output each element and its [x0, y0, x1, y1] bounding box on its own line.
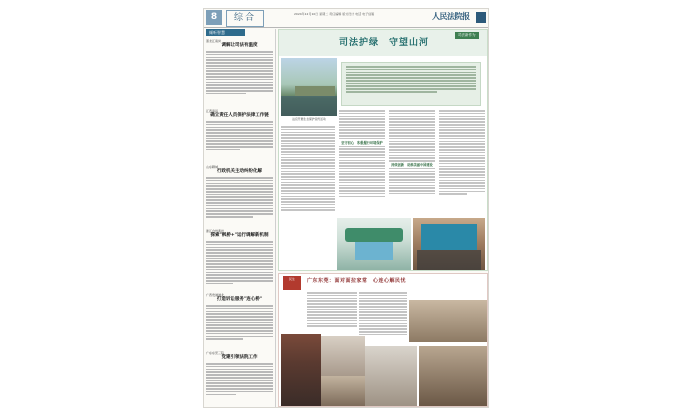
logo-badge [476, 12, 486, 23]
article[interactable] [206, 293, 273, 341]
second-story[interactable] [278, 273, 488, 407]
feature-column-1 [281, 126, 335, 212]
article[interactable] [206, 351, 273, 396]
feature-label: 司法新作为 [455, 32, 479, 39]
article[interactable] [206, 165, 273, 219]
river-photo[interactable] [281, 58, 337, 116]
article-body [206, 121, 273, 150]
article-kicker: 山东聊城 [206, 165, 219, 169]
meeting-photo[interactable] [409, 300, 487, 342]
article-headline: 党建引领法院工作 [221, 355, 258, 360]
visit-photo[interactable] [281, 334, 321, 406]
column-divider [275, 29, 276, 407]
article-body [206, 305, 273, 340]
feature-intro [341, 62, 481, 106]
section-title: 综合 [226, 10, 264, 27]
left-column [206, 29, 273, 407]
story-column-2 [359, 292, 407, 337]
column-header: 倾听智慧 [206, 29, 245, 36]
article-kicker: 广西贵港港北 [206, 293, 225, 297]
group-photo[interactable] [321, 376, 365, 406]
article-headline: 行政机关主动纠纷化解 [217, 169, 262, 174]
feature-subhead: 持续创新 助推美丽中国建设 [391, 162, 433, 167]
article-body [206, 241, 273, 284]
article[interactable] [206, 229, 273, 286]
article[interactable] [206, 39, 273, 96]
community-photo[interactable] [419, 346, 487, 406]
newspaper-logo: 人民法院报 [432, 11, 470, 21]
feature-column-4 [439, 110, 485, 196]
photo-caption: 法官开展生态保护宣传活动 [292, 117, 326, 121]
mediation-photo[interactable] [365, 346, 417, 406]
article-kicker: 广东东莞三院 [206, 351, 225, 355]
dateline: 2024年12月10日 星期二 责任编辑 版式设计 电话 电子信箱 [294, 12, 375, 16]
story-seal: 民生 [283, 276, 301, 290]
article[interactable] [206, 109, 273, 152]
article-body [206, 51, 273, 94]
article-headline: 打造诉讼服务"连心桥" [216, 297, 263, 302]
masthead [204, 9, 488, 28]
feature-column-3 [389, 110, 435, 196]
story-column-1 [307, 292, 357, 328]
newspaper-page [203, 8, 489, 408]
exhibit-photo[interactable] [337, 218, 411, 270]
article-headline: 调解让司法有温度 [221, 43, 258, 48]
interview-photo[interactable] [321, 336, 365, 376]
article-body [206, 177, 273, 218]
feature-headline: 司法护绿 守望山河 [339, 38, 430, 48]
story-headline: 广东东莞：面对面拉家常 心连心解民忧 [307, 278, 407, 284]
courtroom-photo[interactable] [413, 218, 485, 270]
feature-column-2 [339, 110, 385, 198]
page-number: 8 [206, 10, 222, 25]
article-headline: 探索"枫桥+"运行调解新机制 [210, 233, 269, 238]
article-kicker: 黑龙江南岗 [206, 39, 222, 43]
article-body [206, 363, 273, 395]
article-kicker: 江西南昌 [206, 109, 219, 113]
article-kicker: 浙江台州黄岩 [206, 229, 225, 233]
feature-subhead: 坚守初心 积极履行环境保护 [341, 140, 383, 145]
feature-story[interactable] [278, 29, 488, 271]
article-headline: 确立责任人员保护法律工作链 [210, 113, 269, 118]
